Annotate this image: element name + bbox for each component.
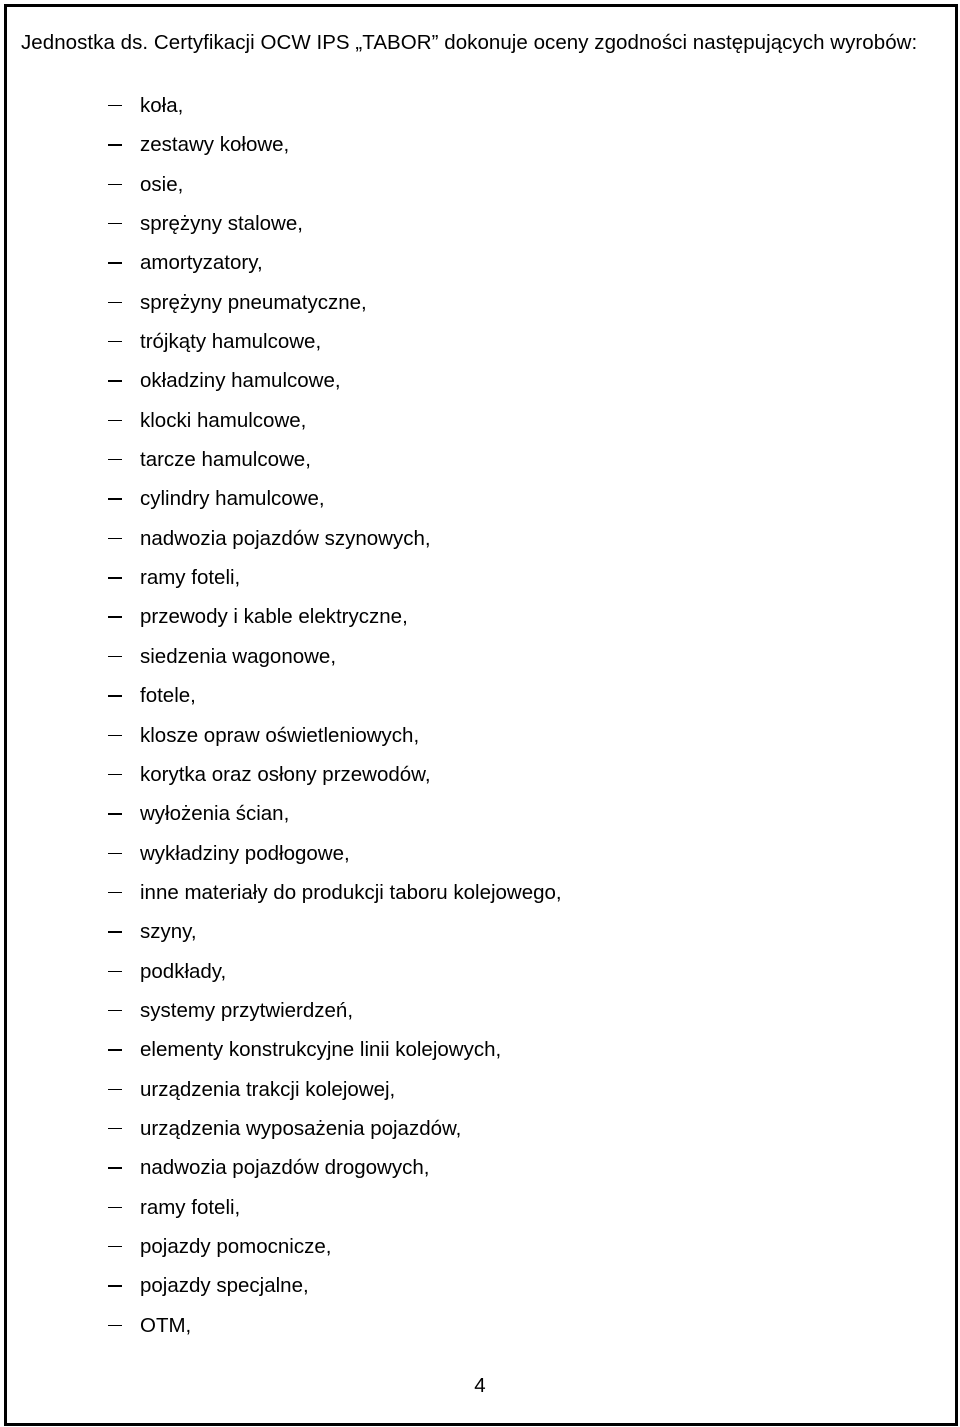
- list-item-label: systemy przytwierdzeń,: [140, 998, 354, 1022]
- list-item: [0, 1070, 960, 1109]
- list-item: [0, 243, 960, 282]
- list-item-label: pojazdy specjalne,: [140, 1274, 309, 1298]
- list-item: [0, 597, 960, 636]
- list-item-label: urządzenia wyposażenia pojazdów,: [140, 1116, 462, 1140]
- list-item: [0, 1306, 960, 1345]
- dash-bullet-icon: [108, 538, 122, 539]
- list-item-label: siedzenia wagonowe,: [140, 644, 337, 668]
- list-item: [0, 558, 960, 597]
- dash-bullet-icon: [108, 341, 122, 342]
- list-item: [0, 1188, 960, 1227]
- dash-bullet-icon: [108, 735, 122, 736]
- list-item-label: trójkąty hamulcowe,: [140, 330, 322, 354]
- list-item: [0, 479, 960, 518]
- list-item: [0, 361, 960, 400]
- list-item: [0, 1227, 960, 1266]
- list-item-label: elementy konstrukcyjne linii kolejowych,: [140, 1038, 502, 1062]
- dash-bullet-icon: [108, 1128, 122, 1129]
- dash-bullet-icon: [108, 1207, 122, 1208]
- list-item: [0, 283, 960, 322]
- list-item-label: klosze opraw oświetleniowych,: [140, 723, 420, 747]
- dash-bullet-icon: [108, 774, 122, 775]
- list-item-label: tarcze hamulcowe,: [140, 448, 311, 472]
- list-item-label: fotele,: [140, 684, 196, 708]
- dash-bullet-icon: [108, 184, 122, 185]
- list-item: [0, 834, 960, 873]
- list-item-label: sprężyny pneumatyczne,: [140, 290, 367, 314]
- list-item: [0, 322, 960, 361]
- dash-bullet-icon: [108, 223, 122, 224]
- list-item: [0, 991, 960, 1030]
- dash-bullet-icon: [108, 656, 122, 657]
- list-item: [0, 755, 960, 794]
- dash-bullet-icon: [108, 971, 122, 972]
- dash-bullet-icon: [108, 616, 122, 617]
- dash-bullet-icon: [108, 144, 122, 145]
- list-item: [0, 637, 960, 676]
- page-number: 4: [474, 1374, 486, 1397]
- list-item: [0, 86, 960, 125]
- list-item-label: urządzenia trakcji kolejowej,: [140, 1077, 396, 1101]
- list-item-label: zestawy kołowe,: [140, 133, 290, 157]
- list-item: [0, 401, 960, 440]
- list-item-label: wykładziny podłogowe,: [140, 841, 350, 865]
- dash-bullet-icon: [108, 420, 122, 421]
- list-item-label: ramy foteli,: [140, 1195, 241, 1219]
- list-item-label: nadwozia pojazdów szynowych,: [140, 526, 431, 550]
- list-item-label: klocki hamulcowe,: [140, 408, 307, 432]
- list-item-label: koła,: [140, 94, 184, 117]
- list-item-label: korytka oraz osłony przewodów,: [140, 762, 431, 786]
- dash-bullet-icon: [108, 459, 122, 460]
- intro-paragraph: Jednostka ds. Certyfikacji OCW IPS „TABOR” dokonuje oceny zgodności następujących wyrobów:: [21, 31, 918, 54]
- list-item-label: cylindry hamulcowe,: [140, 487, 325, 511]
- dash-bullet-icon: [108, 1167, 122, 1168]
- list-item: [0, 716, 960, 755]
- list-item: [0, 1030, 960, 1069]
- list-item-label: przewody i kable elektryczne,: [140, 605, 408, 629]
- dash-bullet-icon: [108, 380, 122, 381]
- list-item-label: osie,: [140, 172, 184, 196]
- list-item-label: sprężyny stalowe,: [140, 212, 303, 236]
- dash-bullet-icon: [108, 892, 122, 893]
- dash-bullet-icon: [108, 1010, 122, 1011]
- list-item-label: szyny,: [140, 920, 197, 944]
- list-item: [0, 676, 960, 715]
- list-item-label: OTM,: [140, 1313, 192, 1337]
- list-item-label: inne materiały do produkcji taboru kolejowego,: [140, 880, 562, 904]
- dash-bullet-icon: [108, 853, 122, 854]
- product-list: [0, 86, 960, 1345]
- list-item: [0, 1266, 960, 1305]
- list-item: [0, 912, 960, 951]
- dash-bullet-icon: [108, 1246, 122, 1247]
- list-item: [0, 519, 960, 558]
- dash-bullet-icon: [108, 105, 122, 106]
- list-item: [0, 204, 960, 243]
- list-item: [0, 952, 960, 991]
- dash-bullet-icon: [108, 1285, 122, 1286]
- list-item: [0, 873, 960, 912]
- list-item-label: amortyzatory,: [140, 251, 263, 275]
- dash-bullet-icon: [108, 577, 122, 578]
- list-item: [0, 1148, 960, 1187]
- dash-bullet-icon: [108, 813, 122, 814]
- list-item: [0, 1109, 960, 1148]
- dash-bullet-icon: [108, 695, 122, 696]
- list-item-label: wyłożenia ścian,: [140, 802, 290, 826]
- dash-bullet-icon: [108, 1089, 122, 1090]
- list-item: [0, 165, 960, 204]
- list-item-label: ramy foteli,: [140, 566, 241, 590]
- dash-bullet-icon: [108, 1049, 122, 1050]
- dash-bullet-icon: [108, 262, 122, 263]
- list-item-label: okładziny hamulcowe,: [140, 369, 341, 393]
- list-item: [0, 794, 960, 833]
- list-item: [0, 125, 960, 164]
- dash-bullet-icon: [108, 931, 122, 932]
- list-item-label: nadwozia pojazdów drogowych,: [140, 1156, 430, 1180]
- list-item-label: pojazdy pomocnicze,: [140, 1234, 332, 1258]
- list-item: [0, 440, 960, 479]
- dash-bullet-icon: [108, 498, 122, 499]
- dash-bullet-icon: [108, 1325, 122, 1326]
- list-item-label: podkłady,: [140, 959, 227, 983]
- dash-bullet-icon: [108, 302, 122, 303]
